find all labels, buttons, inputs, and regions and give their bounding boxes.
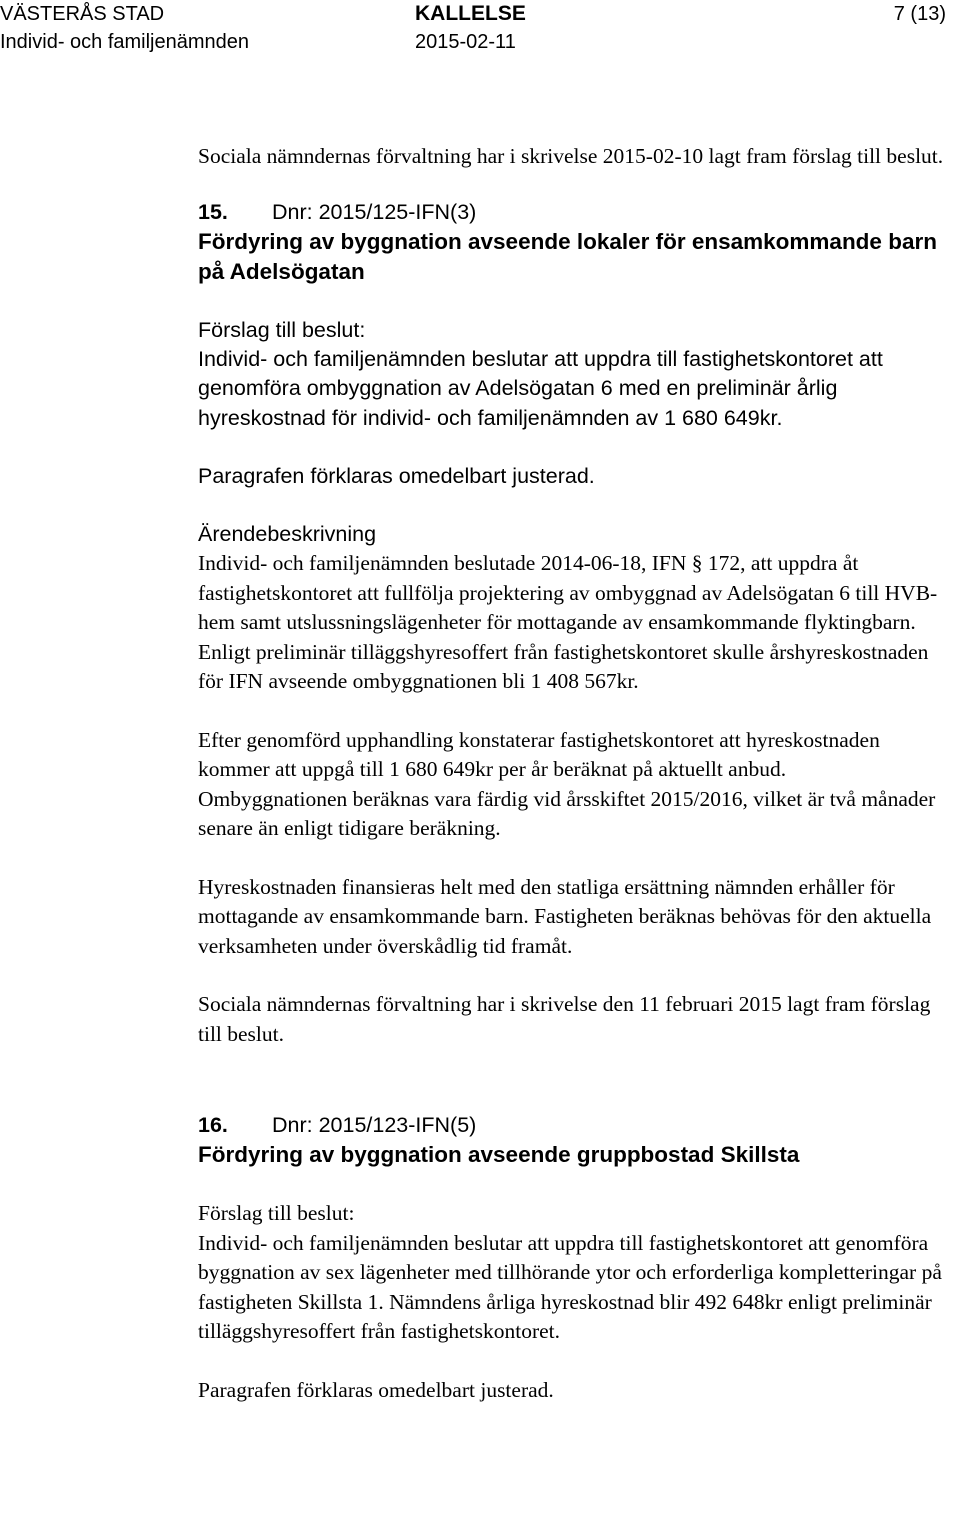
- proposal-text: Individ- och familjenämnden beslutar att uppdra till fastighetskontoret att genomföra ombyggnation av Adelsögatan 6 med en preliminär årlig hyreskostnad för individ- och familjenämnden av 1 680 649kr.: [198, 346, 883, 430]
- description-paragraph-2a: Efter genomförd upphandling konstaterar fastighetskontoret att hyreskostnaden kommer att uppgå till 1 680 649kr per år beräknat på aktuellt anbud.: [198, 727, 880, 781]
- item-dnr: Dnr: 2015/125-IFN(3): [272, 199, 477, 224]
- description-paragraph-1: Individ- och familjenämnden beslutade 2014-06-18, IFN § 172, att uppdra åt fastighetskontoret att fullfölja projektering av ombyggnad av Adelsögatan 6 till HVB-hem samt utslussningslägenheter för mottagande av ensamkommande flyktingbarn. Enligt preliminär tilläggshyresoffert från fastighetskontoret skulle årshyreskostnaden för IFN avseende ombyggnationen bli 1 408 567kr.: [198, 551, 938, 693]
- item-title: Fördyring av byggnation avseende lokaler för ensamkommande barn på Adelsögatan: [198, 228, 937, 284]
- item-dnr: Dnr: 2015/123-IFN(5): [272, 1113, 477, 1137]
- document-header: [0, 0, 960, 60]
- description-heading: Ärendebeskrivning: [198, 522, 377, 546]
- proposal-text: Individ- och familjenämnden beslutar att uppdra till fastighetskontoret att genomföra byggnation av sex lägenheter med tillhörande ytor och erforderliga kompletteringar på fastigheten Skillsta 1. Nämndens årliga hyreskostnad blir 492 648kr enligt preliminär tilläggshyresoffert från fastighetskontoret.: [198, 1230, 942, 1343]
- proposal-heading: Förslag till beslut:: [198, 1201, 355, 1225]
- justification-text: Paragrafen förklaras omedelbart justerad.: [198, 464, 595, 488]
- agenda-item-16: [198, 1111, 950, 1405]
- item-number: 16.: [198, 1113, 228, 1137]
- item-heading: [198, 1111, 950, 1140]
- department-name: Individ- och familjenämnden: [0, 31, 250, 53]
- item-title: Fördyring av byggnation avseende gruppbostad Skillsta: [198, 1142, 800, 1167]
- justification-text: Paragrafen förklaras omedelbart justerad.: [198, 1377, 554, 1402]
- description-paragraph-3: Hyreskostnaden finansieras helt med den statliga ersättning nämnden erhåller för mottagande av ensamkommande barn. Fastigheten beräknas behövas för den aktuella verksamheten under överskådlig tid framåt.: [198, 874, 932, 958]
- document-type: KALLELSE: [415, 2, 526, 25]
- description-paragraph-4: Sociala nämndernas förvaltning har i skrivelse den 11 februari 2015 lagt fram förslag till beslut.: [198, 992, 931, 1046]
- document-body: [198, 142, 950, 1405]
- description-paragraph-2b: Ombyggnationen beräknas vara färdig vid årsskiftet 2015/2016, vilket är två månader senare än enligt tidigare beräkning.: [198, 786, 936, 840]
- item-heading: [198, 198, 950, 227]
- page-number: 7 (13): [893, 3, 946, 25]
- document-date: 2015-02-11: [415, 31, 516, 53]
- proposal-heading: Förslag till beslut:: [198, 317, 366, 342]
- item-number: 15.: [198, 199, 228, 224]
- intro-paragraph: Sociala nämndernas förvaltning har i skrivelse 2015-02-10 lagt fram förslag till beslut.: [198, 144, 944, 168]
- organization-name: VÄSTERÅS STAD: [0, 3, 165, 25]
- agenda-item-15: [198, 198, 950, 1050]
